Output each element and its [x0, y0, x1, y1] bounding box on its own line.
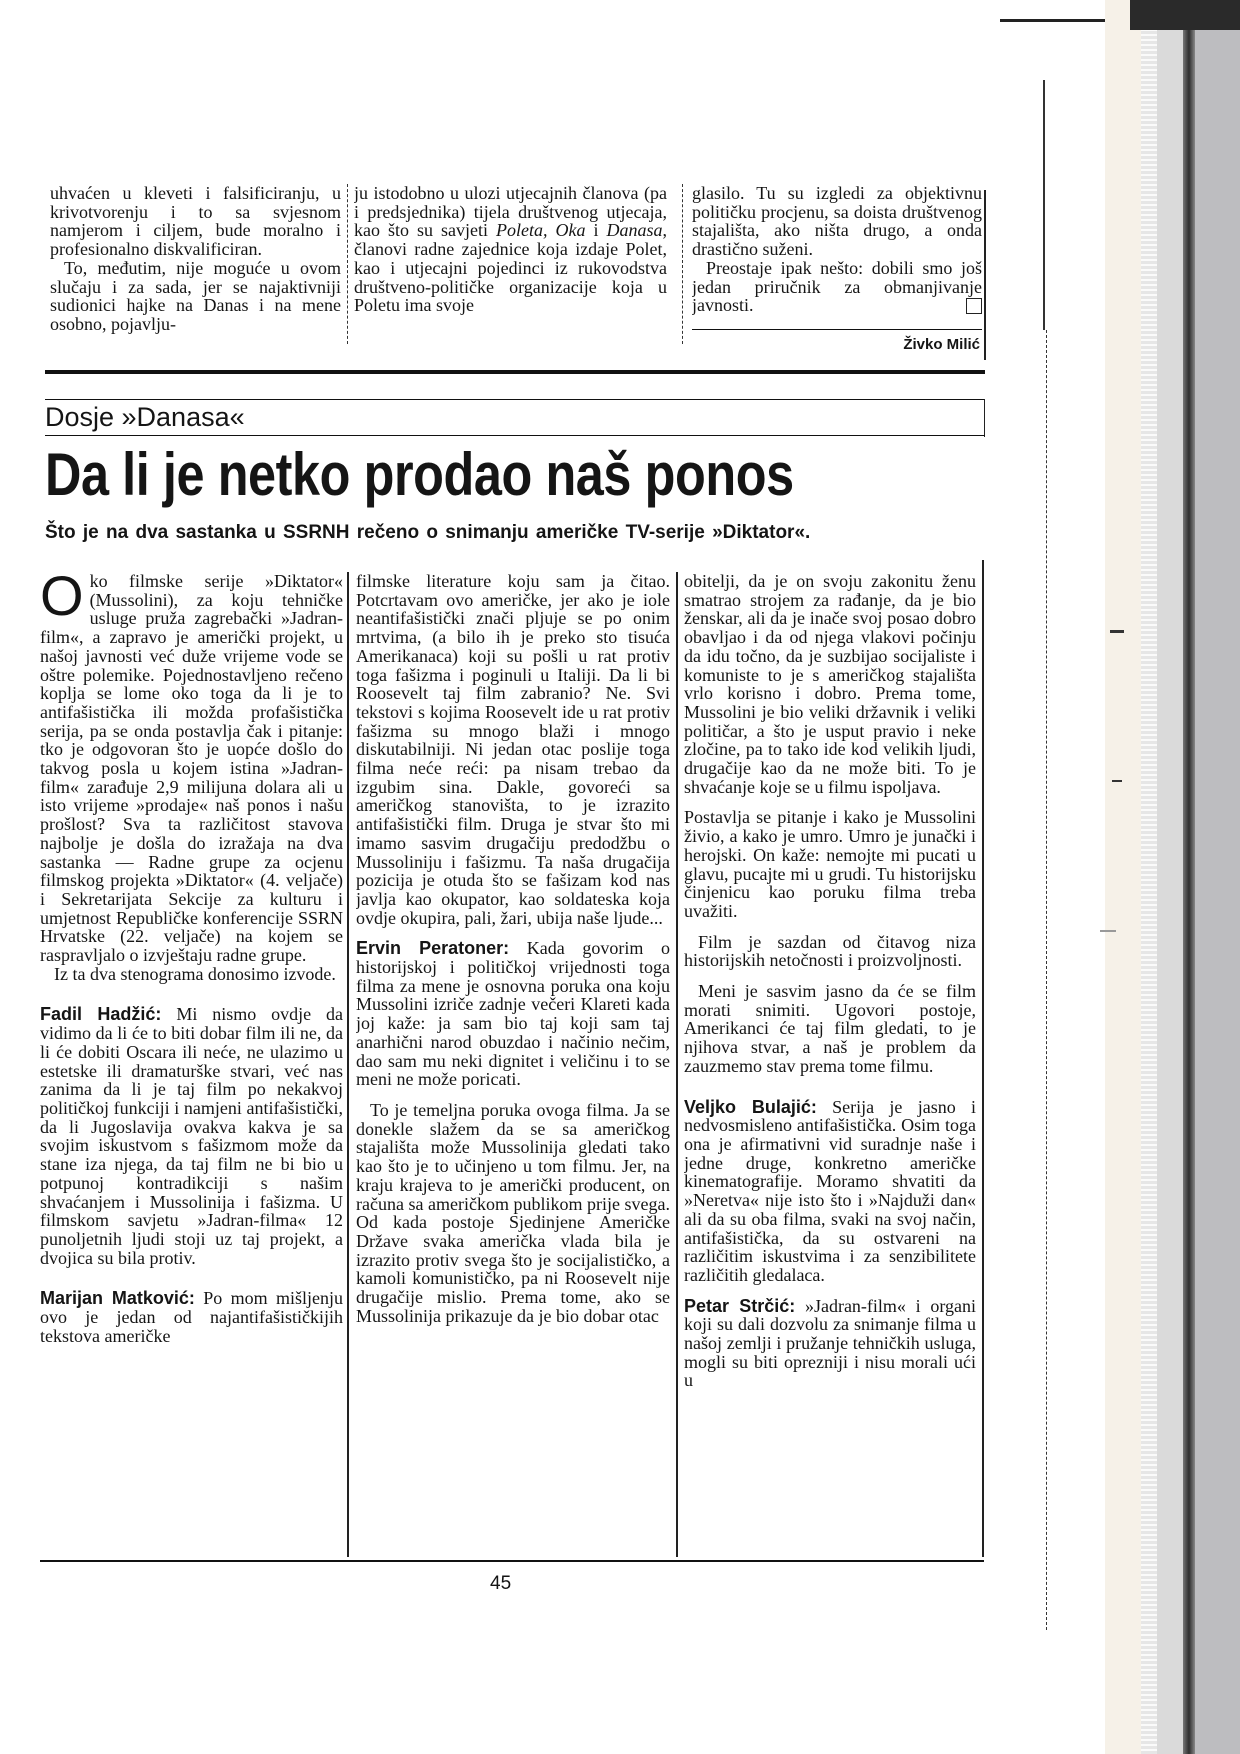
- drop-cap: O: [40, 572, 84, 627]
- speaker-paragraph: [684, 1098, 976, 1285]
- text: i: [585, 220, 607, 241]
- paragraph: [354, 184, 667, 315]
- paragraph: Film je sazdan od čitavog niza historijskih netočnosti i proizvoljnosti.: [684, 931, 976, 971]
- prev-article-column-2: [354, 184, 667, 344]
- paragraph: To, međutim, nije moguće u ovom slučaju i za sada, jer se najaktivniji sudionici hajke na Danas i na mene osobno, pojavlju-: [50, 257, 341, 334]
- page-edge: [1141, 0, 1157, 1754]
- scan-mark: [1112, 780, 1122, 782]
- speaker-name: Petar Strčić:: [684, 1295, 796, 1316]
- speaker-name: Marijan Matković:: [40, 1288, 195, 1309]
- italic-text: Danasa: [606, 220, 663, 241]
- text: ko filmske serije »Diktator« (Mussolini), za koju tehničke usluge pruža zagrebački »Jadran-film«, a zapravo je američki projekt, u našoj javnosti već duže vrijeme vode se oštre polemike. Pojednostavljeno rečeno koplja se lome oko toga da li je to antifašistička ili možda profašistička serija, pa se onda postavlja čak i pitanje: tko je odgovoran što je uopće došlo do takvog posla u kojem istina »Jadran-film« zarađuje 2,9 milijuna dolara ali u isto vrijeme »prodaje« naš ponos i našu prošlost? Sva ta različitost stavova najbolje je došla do izražaja na dva sastanka — Radne grupe za ocjenu filmskog projekta »Diktator« (4. veljače) i Sekretarijata Sekcije za kulturu i umjetnost Republičke konferencije SSRN Hrvatske (22. veljače) na kojem se raspravljalo o izvještaju radne grupe.: [40, 572, 343, 966]
- author-byline: Živko Milić: [903, 336, 980, 353]
- prev-article-column-1: [50, 184, 341, 344]
- text: Po mom mišljenju ovo je jedan od najantifašističkijih tekstova američke: [40, 1288, 343, 1346]
- text: »Jadran-film« i organi koji su dali dozvolu za snimanje filma u našoj zemlji i pružanje tehničkih usluga, mogli su biti oprezniji i nisu morali ući u: [684, 1295, 976, 1391]
- paragraph: Meni je sasvim jasno da će se film morati snimiti. Ugovori postoje, Amerikanci će taj film gledati, to je njihova stvar, a naš je problem da zauzmemo stav prema tome filmu.: [684, 981, 976, 1076]
- column-divider: [347, 572, 349, 1557]
- column-divider: [676, 572, 678, 1557]
- intro-paragraph: [40, 572, 343, 965]
- text: Serija je jasno i nedvosmisleno antifašistička. Osim toga ona je afirmativni vid suradnje naše i jedne druge, konkretno američke kinematografije. Moramo shvatiti da »Neretva« nije isto što i »Najduži dan« ali da su oba filma, svaki na svoj način, antifašistička, da su ostvareni na različitim iskustvima i za senzibilitete različitih gledalaca.: [684, 1096, 976, 1285]
- divider: [692, 329, 982, 330]
- paragraph: To je temeljna poruka ovoga filma. Ja se donekle slažem da se sa američkog stajališta može Mussolinija gledati tako kao što je to učinjeno u tom filmu. Jer, na kraju krajeva to je američki producent, on računa sa američkom publikom prije svega. Od kada postoje Sjedinjene Američke Države svaka američka vlada bila je izrazito protiv svega što je socijalističko, a kamoli komunističko, pa ni Roosevelt nije drugačije mislio. Prema tome, ako se Mussolinija prikazuje da je bio dobar otac: [356, 1099, 670, 1326]
- article-separator: [45, 370, 985, 374]
- column-divider: [682, 184, 683, 344]
- page-edge: [1183, 0, 1195, 1754]
- section-label: Dosje »Danasa«: [45, 402, 245, 432]
- paragraph: Iz ta dva stenograma donosimo izvode.: [54, 963, 336, 984]
- divider: [45, 435, 985, 436]
- end-mark-icon: [966, 298, 982, 314]
- margin-line: [1043, 80, 1045, 330]
- margin-line: [1046, 330, 1047, 1630]
- text: ju istodobno u ulozi utjecajnih članova (pa i predsjednika) tijela društvenog utjecaja, kao što su savjeti: [354, 184, 667, 241]
- speaker-name: Fadil Hadžić:: [40, 1004, 162, 1025]
- speaker-name: Veljko Bulajić:: [684, 1096, 817, 1117]
- speaker-paragraph: [356, 939, 670, 1089]
- text: Kada govorim o historijskoj i političkoj vrijednosti toga filma za mene je osnovna poruka ona koju Mussolini izriče zadnje večeri Klareti kada joj kaže: ja sam bio taj koji sam taj anarhični narod obuzdao i načinio nečim, dao sam mu neki dignitet i veličinu i to se meni ne može poricati.: [356, 938, 670, 1090]
- article-column-2: [356, 572, 670, 1557]
- divider: [45, 399, 985, 400]
- speaker-name: Ervin Peratoner:: [356, 938, 510, 959]
- prev-article-column-3: [692, 184, 982, 329]
- paragraph: [692, 259, 982, 315]
- article-column-3: [684, 572, 976, 1557]
- column-divider: [982, 560, 984, 1557]
- paragraph: uhvaćen u kleveti i falsificiranju, u krivotvorenju i to sa svjesnom namjerom i ciljem, bude moralno i profesionalno diskvalificiran.: [50, 184, 341, 260]
- bottom-rule: [40, 1560, 984, 1562]
- speaker-paragraph: [40, 1005, 343, 1267]
- subtitle: Što je na dva sastanka u SSRNH rečeno o snimanju američke TV-serije »Diktator«.: [45, 522, 811, 543]
- speaker-paragraph: [684, 1297, 976, 1391]
- paragraph: filmske literature koju sam ja čitao. Potcrtavam ovo američke, jer ako je iole neantifašistički znači pljuje se po onim mrtvima, (a bilo ih je preko sto tisuća Amerikanaca) koji su pošli u rat protiv toga fašizma i poginuli u Italiji. Da li bi Roosevelt taj film zabranio? Ne. Svi tekstovi s kojima Roosevelt ide u rat protiv fašizma su mnogo blaži i mnogo diskutabilniji. Ni jedan otac poslije toga filma neće reći: pa nisam trebao da izgubim sina. Dakle, govoreći sa američkog stanovišta, to je izrazito antifašistički film. Druga je stvar što mi imamo sasvim drugačiju predodžbu o Mussoliniju i fašizmu. Ta naša drugačija pozicija je otuda što se fašizam kod nas javlja kao okupator, kao soldateska koja ovdje okupira, pali, žari, ubija naše ljude...: [356, 572, 670, 928]
- italic-text: Poleta, Oka: [495, 220, 586, 241]
- column-divider: [984, 190, 986, 360]
- text: , članovi radne zajednice koja izdaje Polet, kao i utjecajni pojedinci iz rukovodstva društveno-političke organizacije koja u Poletu ima svoje: [354, 220, 667, 316]
- text: Preostaje ipak nešto: dobili smo još jedan priručnik za obmanjivanje javnosti.: [692, 257, 982, 316]
- page-edge: [1157, 0, 1183, 1754]
- page-number: 45: [490, 1573, 512, 1594]
- paragraph: obitelji, da je on svoju zakonitu ženu smatrao strojem za rađanje, da je bio ženskar, ali da je inače svoj posao dobro obavljao i da od njega vlakovi počinju da idu točno, da je suzbijao socijaliste i komuniste to je s američkog stajališta vrlo korisno i dobro. Prema tome, Mussolini je bio veliki državnik i veliki političar, a što je usput pravio i neke zločine, pa to tako ide kod velikih ljudi, drugačije kao da ne može biti. To je shvaćanje koje se u filmu ispoljava.: [684, 572, 976, 797]
- scan-mark: [1100, 930, 1116, 932]
- divider: [984, 399, 985, 437]
- page-edge: [1195, 0, 1240, 1754]
- paragraph: glasilo. Tu su izgledi za objektivnu političku procjenu, sa doista društvenog stajališta, ako ništa drugo, a onda drastično suženi.: [692, 184, 982, 260]
- column-divider: [347, 184, 348, 344]
- speaker-paragraph: [40, 1289, 343, 1345]
- scan-border: [1130, 0, 1240, 30]
- scan-border: [1000, 19, 1105, 22]
- paragraph: Postavlja se pitanje i kako je Mussolini živio, a kako je umro. Umro je junački i herojski. On kaže: nemojte mi pucati u glavu, pucajte mi u grudi. Tu historijsku činjenicu kao poruku filma treba uvažiti.: [684, 807, 976, 921]
- text: Mi nismo ovdje da vidimo da li će to biti dobar film ili ne, da li će dobiti Oscara ili neće, ne ulazimo u estetske ili dramaturške stvari, već nas zanima da li je taj film po nekakvoj političkoj funkciji i namjeni antifašistički, da li Jugoslavija ovakva kakva je sa svojim iskustvom s fašizmom može da stane iza njega, da taj film ne bi bio u potpunoj kontradikciji s našim shvaćanjem i Mussolinija i fašizma. U filmskom savjetu »Jadran-filma« 12 punoljetnih ljudi stoji uz taj projekt, a dvojica su bila protiv.: [40, 1004, 343, 1268]
- headline: Da li je netko prodao naš ponos: [45, 441, 794, 508]
- scan-mark: [1110, 630, 1124, 633]
- page-edge: [1105, 0, 1141, 1754]
- article-column-1: [40, 572, 343, 1557]
